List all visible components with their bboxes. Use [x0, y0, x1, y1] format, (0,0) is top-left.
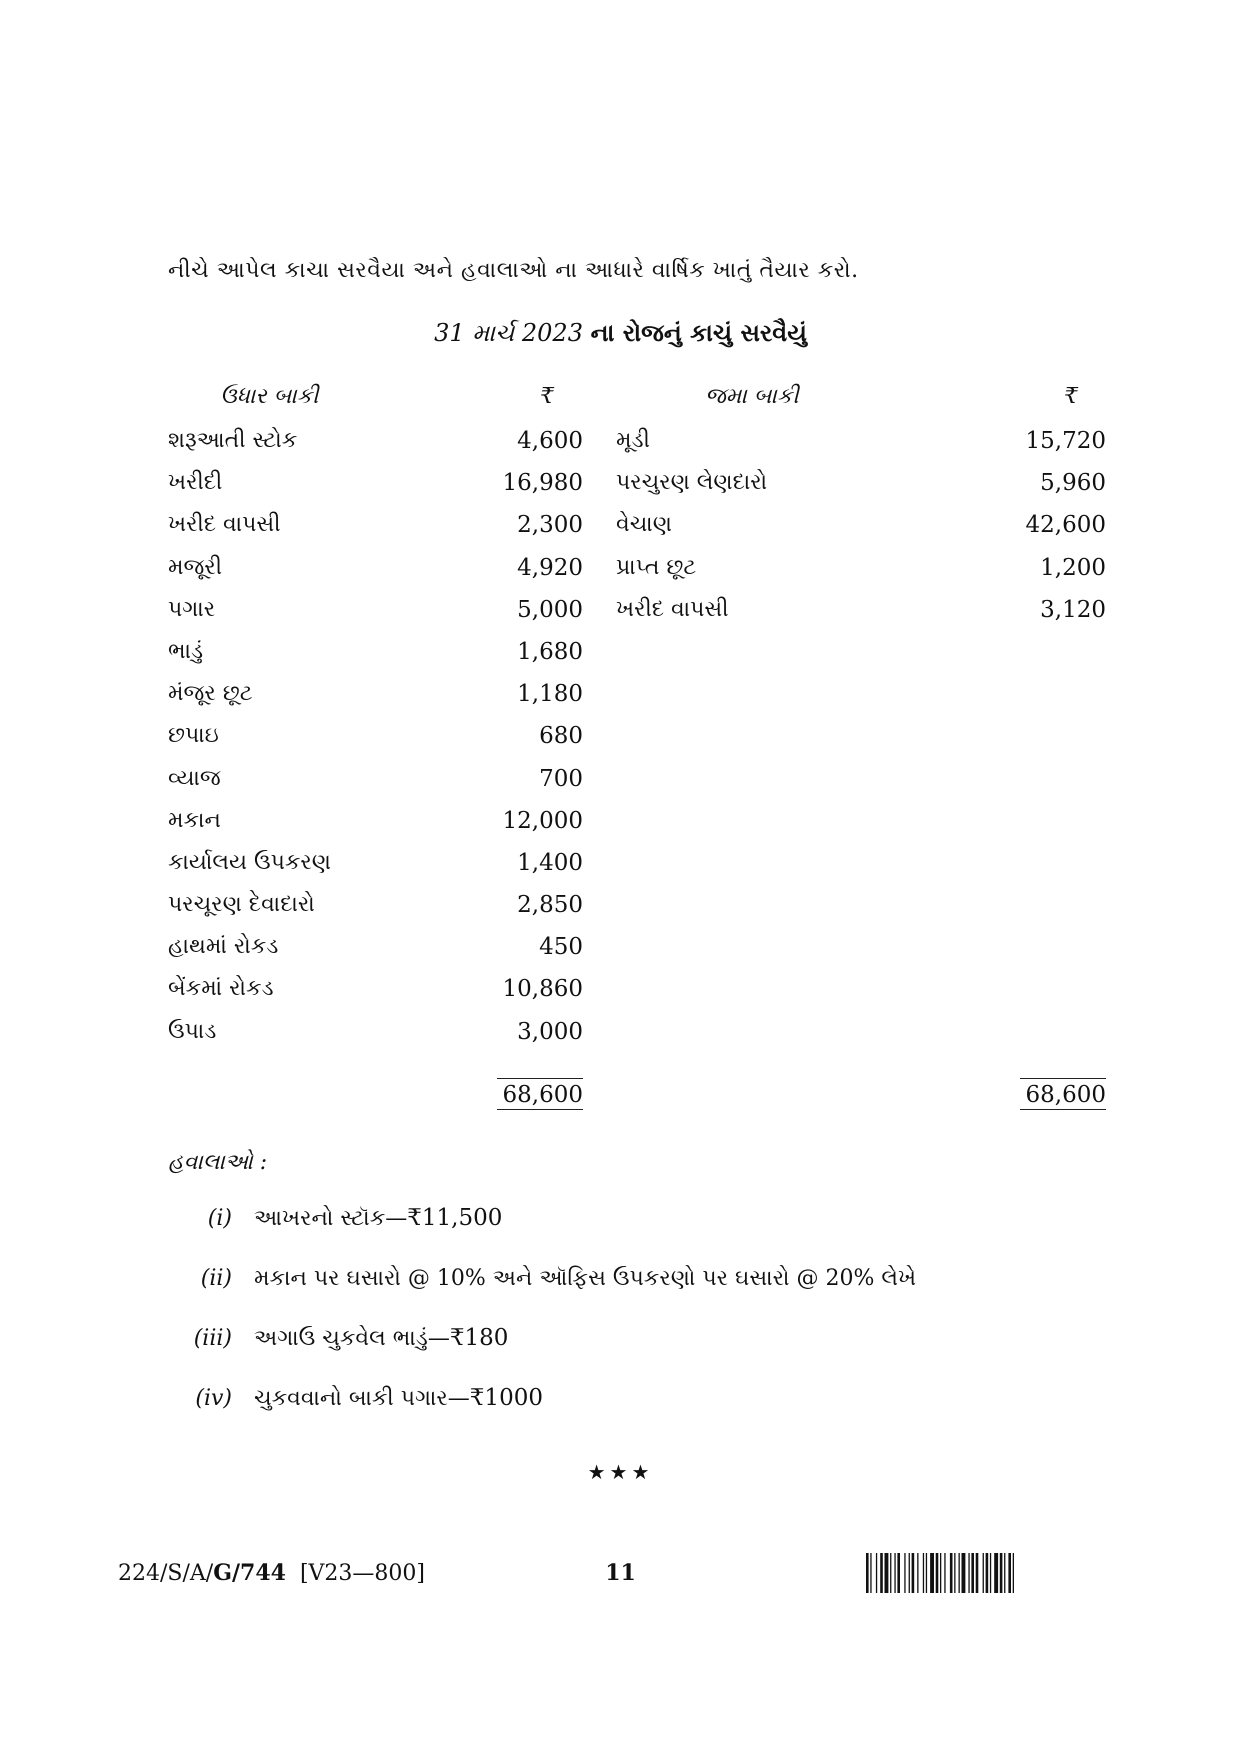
paper-code-bold: G/744 [213, 1560, 286, 1586]
adjustment-amount: ₹180 [449, 1325, 509, 1351]
debit-row [168, 850, 583, 892]
credit-label: વેચાણ [616, 512, 672, 538]
credit-amount: 3,120 [1040, 596, 1106, 623]
credit-row [616, 597, 1106, 639]
adjustment-number: (iv) [195, 1386, 232, 1411]
adjustment-item [180, 1385, 916, 1445]
debit-amount: 2,300 [517, 512, 583, 539]
paper-code-prefix: 224/S/A/ [118, 1561, 214, 1586]
credit-column [616, 428, 1106, 639]
credit-row [616, 555, 1106, 597]
debit-label: ભાડું [168, 638, 204, 664]
debit-row [168, 808, 583, 850]
debit-row [168, 723, 583, 765]
end-stars: ★★★ [587, 1460, 654, 1484]
debit-row [168, 766, 583, 808]
debit-amount: 450 [539, 934, 583, 961]
adjustment-item [180, 1265, 916, 1325]
debit-amount: 4,920 [517, 554, 583, 581]
debit-label: કાર્યાલય ઉપકરણ [168, 849, 331, 875]
credit-amount: 1,200 [1040, 554, 1106, 581]
debit-row [168, 428, 583, 470]
debit-label: પગાર [168, 596, 216, 622]
adjustment-number: (iii) [193, 1326, 232, 1351]
debit-total: 68,600 [497, 1078, 583, 1110]
title-text: ના રોજનું કાચું સરવૈયું [590, 318, 807, 347]
debit-row [168, 976, 583, 1018]
credit-amount: 42,600 [1025, 512, 1106, 539]
debit-label: ખરીદી [168, 470, 223, 496]
debit-label: વ્યાજ [168, 765, 221, 791]
credit-balance-header: જમા બાકી [705, 384, 799, 409]
credit-currency-header: ₹ [1064, 384, 1078, 409]
debit-label: છપાઇ [168, 723, 219, 749]
debit-row [168, 512, 583, 554]
adjustment-text: મકાન પર ઘસારો @ 10% અને ઑફિસ ઉપકરણો પર ઘસારો @ 20% લેખે [254, 1266, 917, 1291]
credit-row [616, 428, 1106, 470]
credit-row [616, 470, 1106, 512]
debit-label: શરૂઆતી સ્ટોક [168, 428, 298, 453]
credit-total: 68,600 [1020, 1078, 1106, 1110]
debit-label: ઉપાડ [168, 1018, 217, 1044]
title-date: 31 માર્ચ 2023 [434, 319, 583, 347]
barcode [866, 1553, 1126, 1593]
adjustment-number: (ii) [200, 1266, 232, 1291]
credit-label: મૂડી [616, 428, 650, 453]
debit-row [168, 597, 583, 639]
adjustment-text: આખરનો સ્ટૉક— [254, 1206, 408, 1231]
adjustment-number: (i) [207, 1206, 232, 1231]
debit-label: બેંકમાં રોકડ [168, 976, 274, 1002]
adjustment-item [180, 1325, 916, 1385]
adjustment-item [180, 1205, 916, 1265]
debit-row [168, 639, 583, 681]
debit-label: હાથમાં રોકડ [168, 934, 279, 960]
debit-balance-header: ઉધાર બાકી [220, 384, 319, 409]
instruction-text: નીચે આપેલ કાચા સરવૈયા અને હવાલાઓ ના આધારે વાર્ષિક ખાતું તૈયાર કરો. [168, 258, 859, 283]
paper-code-suffix: [V23—800] [299, 1561, 425, 1586]
debit-currency-header: ₹ [540, 384, 554, 409]
debit-label: મંજૂર છૂટ [168, 681, 253, 707]
debit-row [168, 892, 583, 934]
credit-row [616, 512, 1106, 554]
debit-amount: 12,000 [502, 807, 583, 834]
debit-amount: 1,680 [517, 638, 583, 665]
debit-amount: 5,000 [517, 596, 583, 623]
credit-label: પ્રાપ્ત છૂટ [616, 554, 697, 580]
debit-amount: 2,850 [517, 892, 583, 919]
trial-balance-title [0, 318, 1241, 347]
debit-amount: 4,600 [517, 428, 583, 454]
adjustment-text: અગાઉ ચુકવેલ ભાડું— [254, 1326, 450, 1351]
credit-label: ખરીદ વાપસી [616, 596, 729, 622]
debit-row [168, 470, 583, 512]
credit-amount: 5,960 [1040, 470, 1106, 497]
adjustments-heading: હવાલાઓ : [168, 1150, 268, 1175]
adjustment-text: ચુકવવાનો બાકી પગાર— [254, 1386, 470, 1411]
page-number: 11 [605, 1560, 636, 1586]
adjustment-amount: ₹1000 [469, 1385, 543, 1411]
debit-label: મજૂરી [168, 554, 223, 580]
debit-amount: 1,400 [517, 849, 583, 876]
debit-label: પરચૂરણ દેવાદારો [168, 892, 315, 918]
debit-amount: 1,180 [517, 681, 583, 708]
debit-row [168, 1019, 583, 1061]
debit-amount: 3,000 [517, 1018, 583, 1045]
adjustments-list [180, 1205, 916, 1445]
debit-label: મકાન [168, 807, 221, 833]
credit-amount: 15,720 [1025, 428, 1106, 454]
debit-row [168, 555, 583, 597]
debit-amount: 700 [539, 765, 583, 792]
credit-label: પરચુરણ લેણદારો [616, 470, 768, 496]
debit-label: ખરીદ વાપસી [168, 512, 281, 538]
adjustment-amount: ₹11,500 [407, 1205, 503, 1231]
debit-amount: 10,860 [502, 976, 583, 1003]
debit-row [168, 681, 583, 723]
debit-amount: 16,980 [502, 470, 583, 497]
debit-amount: 680 [539, 723, 583, 750]
debit-column [168, 428, 583, 1061]
debit-row [168, 934, 583, 976]
